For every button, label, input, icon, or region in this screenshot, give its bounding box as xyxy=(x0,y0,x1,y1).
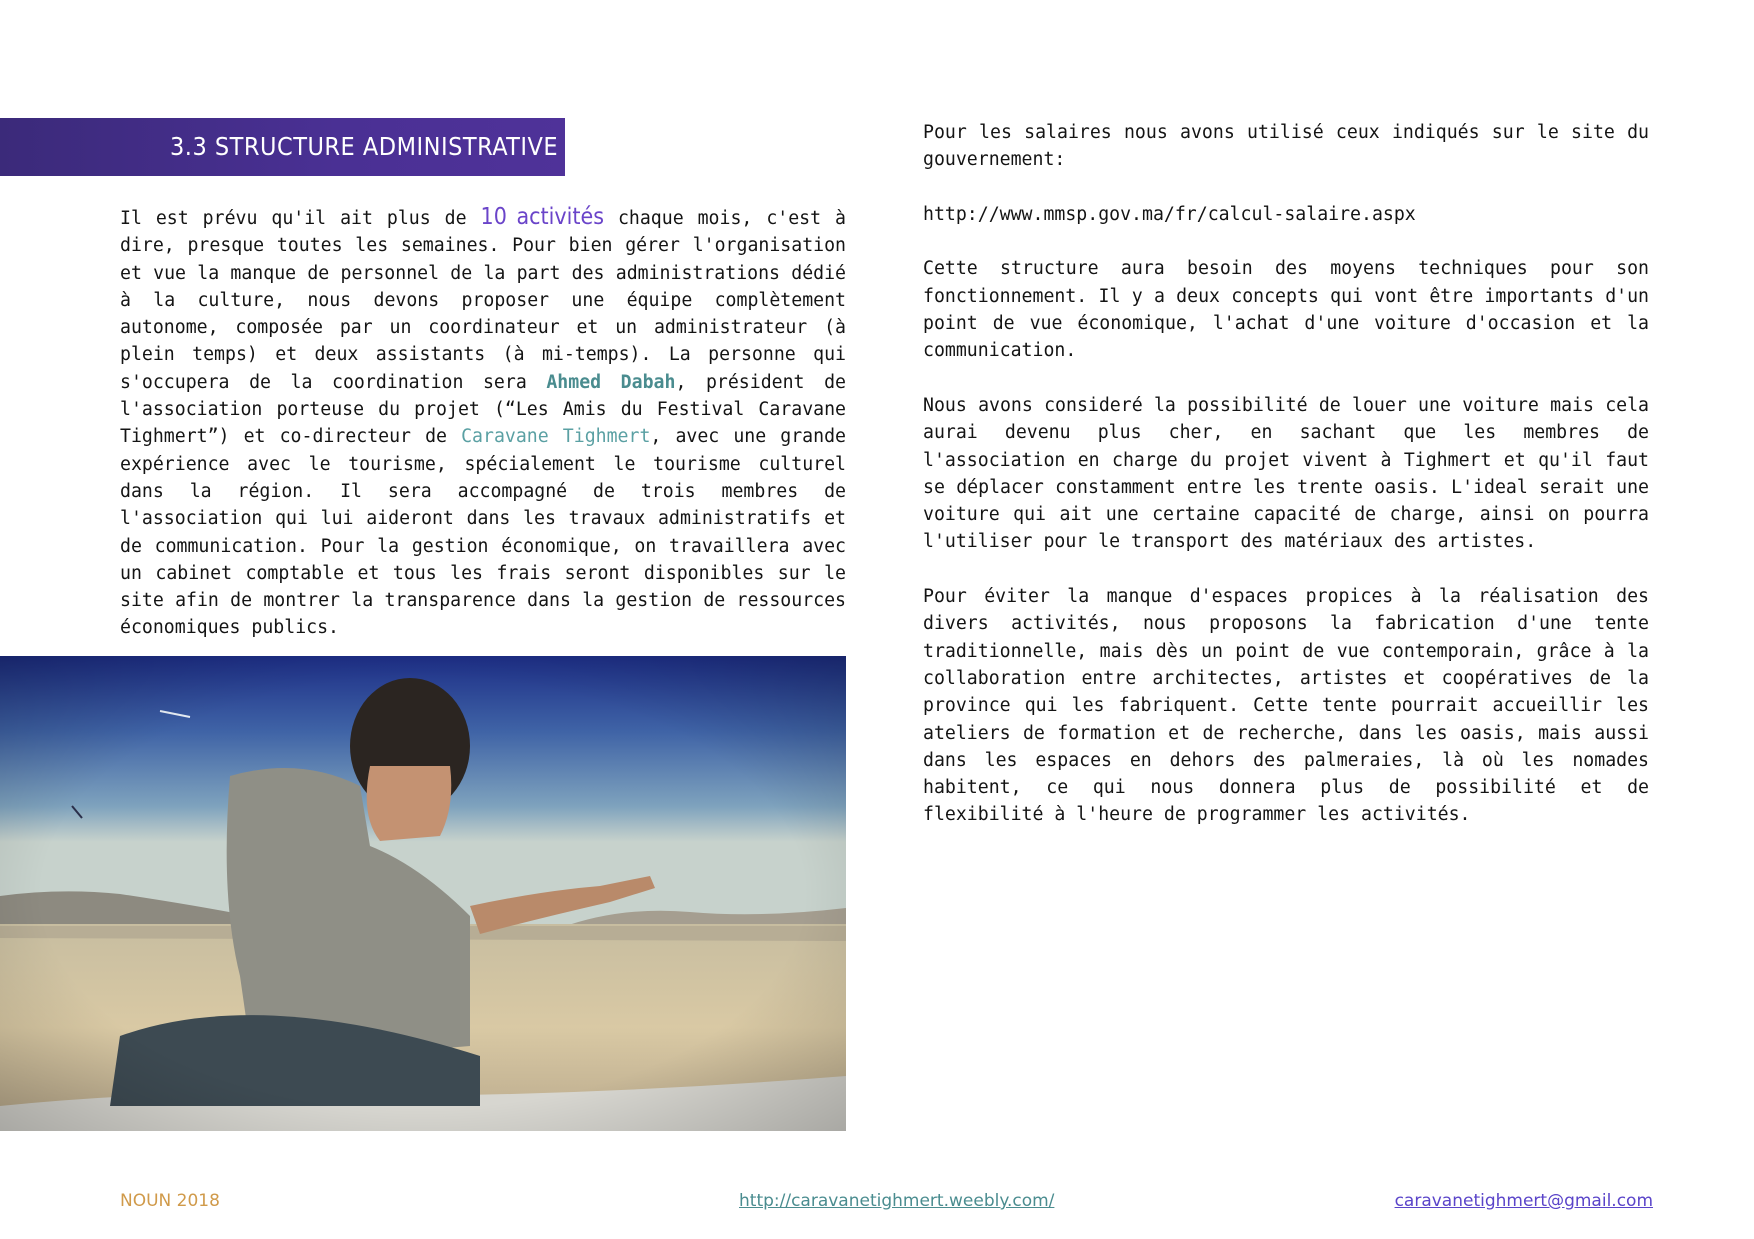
festival-name: Caravane Tighmert xyxy=(461,426,651,448)
paragraph-text-a: chaque mois, c'est à dire, presque toutes les semaines. Pour bien gérer l'organisation et vue la manque de personnel de la part des administrations dédié à la culture, nous devons proposer une équipe complètement autonome, composée par un coordinateur et un administrateur (à plein temps) et deux assistants (à mi-temps). La personne qui s'occupera de la coordination sera xyxy=(120,208,846,393)
car-paragraph: Nous avons consideré la possibilité de louer une voiture mais cela aurai devenu plus cher, en sachant que les membres de l'association en charge du projet vivent à Tighmert et qu'il faut se déplacer constamment entre les trente oasis. L'ideal serait une voiture qui ait une certaine capacité de charge, ainsi on pourra l'utiliser pour le transport des matériaux des artistes. xyxy=(923,394,1649,553)
footer-edition: NOUN 2018 xyxy=(120,1191,220,1211)
paragraph-text-b: , président de l'association porteuse du projet (“Les Amis du Festival Caravane Tighmert”) et co-directeur de xyxy=(120,371,846,448)
salaries-paragraph: Pour les salaires nous avons utilisé ceux indiqués sur le site du gouvernement: xyxy=(923,122,1649,171)
technical-means-paragraph: Cette structure aura besoin des moyens techniques pour son fonctionnement. Il y a deux concepts qui vont être importants d'un point de vue économique, l'achat d'une voiture d'occasion et la communication. xyxy=(923,258,1649,362)
person-name: Ahmed Dabah xyxy=(546,371,676,393)
activities-highlight: 10 activités xyxy=(480,204,604,230)
left-paragraph xyxy=(120,204,846,642)
right-column-text xyxy=(923,119,1649,829)
footer-website-link[interactable]: http://caravanetighmert.weebly.com/ xyxy=(739,1191,1055,1211)
section-banner xyxy=(0,118,565,176)
left-column-text xyxy=(120,204,846,642)
paragraph-text-c: , avec une grande expérience avec le tourisme, spécialement le tourisme culturel dans la région. Il sera accompagné de trois membres de l'association qui lui aideront dans les travaux administratifs et de communication. Pour la gestion économique, on travaillera avec un cabinet comptable et tous les frais seront disponibles sur le site afin de montrer la transparence dans la gestion de ressources économiques publics. xyxy=(120,426,846,639)
desert-photo xyxy=(0,656,846,1131)
intro-text: Il est prévu qu'il ait plus de xyxy=(120,208,481,229)
salary-url[interactable]: http://www.mmsp.gov.ma/fr/calcul-salaire.aspx xyxy=(923,203,1416,225)
section-title: 3.3 STRUCTURE ADMINISTRATIVE xyxy=(170,132,559,161)
tent-paragraph: Pour éviter la manque d'espaces propices à la réalisation des divers activités, nous proposons la fabrication d'une tente traditionnelle, mais dès un point de vue contemporain, grâce à la collaboration entre architectes, artistes et coopératives de la province qui les fabriquent. Cette tente pourrait accueillir les ateliers de formation et de recherche, dans les oasis, mais aussi dans les espaces en dehors des palmeraies, là où les nomades habitent, ce qui nous donnera plus de possibilité et de flexibilité à l'heure de programmer les activités. xyxy=(923,586,1649,826)
footer-email-link[interactable]: caravanetighmert@gmail.com xyxy=(1394,1191,1653,1211)
